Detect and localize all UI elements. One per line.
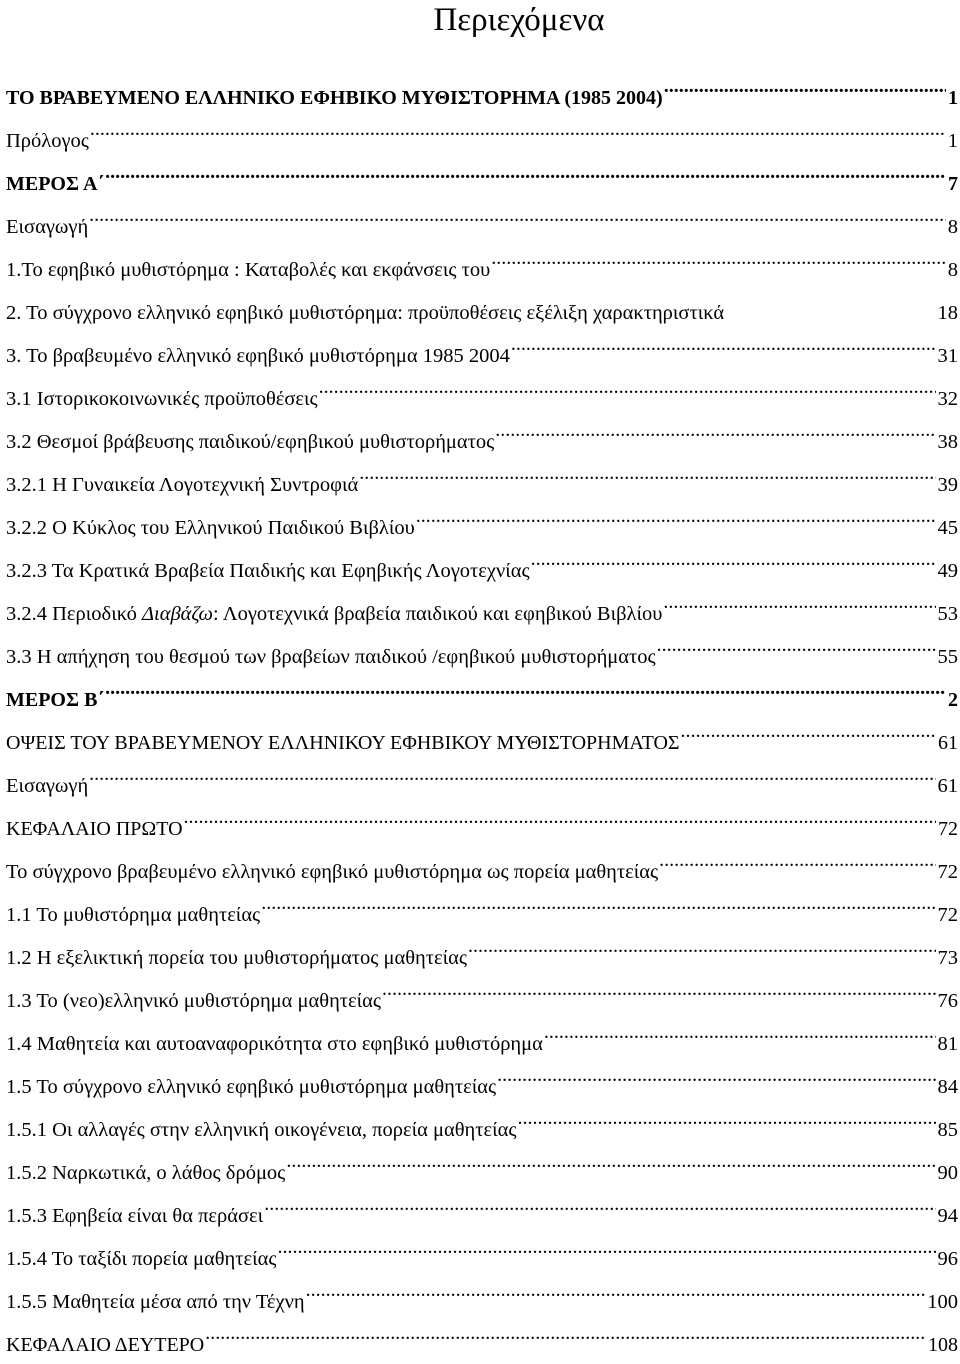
dot-leader <box>261 891 935 921</box>
toc-entry-page-number: 1 <box>947 130 958 152</box>
toc-entry-title: Το σύγχρονο βραβευμένο ελληνικό εφηβικό μυθιστόρημα ως πορεία μαθητείας <box>6 861 659 883</box>
dot-leader <box>105 676 946 706</box>
toc-entry-page-number: 85 <box>937 1119 958 1141</box>
toc-entry-title: 1.5.3 Εφηβεία είναι θα περάσει <box>6 1205 264 1227</box>
toc-entry-page-number: 73 <box>937 947 958 969</box>
toc-entry[interactable] <box>6 762 958 805</box>
toc-entry[interactable] <box>6 633 958 676</box>
toc-entry[interactable] <box>6 246 958 289</box>
dot-leader <box>495 418 935 448</box>
toc-entry-title: ΟΨΕΙΣ ΤΟΥ ΒΡΑΒΕΥΜΕΝΟΥ ΕΛΛΗΝΙΚΟΥ ΕΦΗΒΙΚΟΥ ΜΥΘΙΣΤΟΡΗΜΑΤΟΣ <box>6 732 680 754</box>
toc-entry-title: 2. Το σύγχρονο ελληνικό εφηβικό μυθιστόρημα: προϋποθέσεις εξέλιξη χαρακτηριστικά <box>6 302 725 324</box>
table-of-contents <box>6 74 958 1364</box>
dot-leader <box>416 504 936 534</box>
toc-entry[interactable] <box>6 1278 958 1321</box>
toc-entry-page-number: 72 <box>937 861 958 883</box>
toc-entry[interactable] <box>6 332 958 375</box>
toc-entry[interactable] <box>6 375 958 418</box>
toc-entry-title: 1.5.5 Μαθητεία μέσα από την Τέχνη <box>6 1291 305 1313</box>
toc-entry-title: 3.2 Θεσμοί βράβευσης παιδικού/εφηβικού μυθιστορήματος <box>6 431 495 453</box>
dot-leader <box>491 246 945 276</box>
toc-entry-page-number: 2 <box>948 689 958 711</box>
toc-entry-title: 1.3 Το (νεο)ελληνικό μυθιστόρημα μαθητείας <box>6 990 382 1012</box>
dot-leader <box>544 1020 936 1050</box>
dot-leader <box>205 1321 926 1351</box>
toc-entry-title: ΜΕΡΟΣ Β΄ <box>6 689 105 711</box>
toc-entry-title: ΤΟ ΒΡΑΒΕΥΜΕΝΟ ΕΛΛΗΝΙΚΟ ΕΦΗΒΙΚΟ ΜΥΘΙΣΤΟΡΗΜΑ (1985 2004) <box>6 87 663 109</box>
toc-entry-title: 1.1 Το μυθιστόρημα μαθητείας <box>6 904 261 926</box>
toc-entry-page-number: 45 <box>937 517 958 539</box>
page-title: Περιεχόμενα <box>433 2 605 38</box>
dot-leader <box>382 977 935 1007</box>
toc-entry-page-number: 55 <box>937 646 958 668</box>
toc-entry-title-italic: Διαβάζω <box>141 603 214 625</box>
toc-entry-page-number: 31 <box>937 345 958 367</box>
toc-entry-page-number: 96 <box>937 1248 958 1270</box>
toc-entry-page-number: 8 <box>947 216 958 238</box>
toc-entry-page-number: 7 <box>948 173 958 195</box>
dot-leader <box>497 1063 935 1093</box>
toc-entry[interactable] <box>6 160 958 203</box>
dot-leader <box>659 848 935 878</box>
toc-entry-title: 1.Το εφηβικό μυθιστόρημα : Καταβολές και εκφάνσεις του <box>6 259 491 281</box>
toc-entry[interactable] <box>6 547 958 590</box>
dot-leader <box>286 1149 935 1179</box>
toc-entry[interactable] <box>6 203 958 246</box>
toc-entry[interactable] <box>6 289 958 332</box>
toc-entry[interactable] <box>6 891 958 934</box>
toc-entry-title: Πρόλογος <box>6 130 89 152</box>
toc-entry[interactable] <box>6 719 958 762</box>
toc-entry-title <box>6 599 662 629</box>
toc-entry-page-number: 76 <box>937 990 958 1012</box>
toc-entry-page-number: 100 <box>927 1291 958 1313</box>
toc-entry-page-number: 84 <box>937 1076 958 1098</box>
toc-entry-page-number: 108 <box>928 1334 958 1356</box>
toc-entry-title: ΚΕΦΑΛΑΙΟ ΠΡΩΤΟ <box>6 818 183 840</box>
toc-entry-title: 1.5.4 Το ταξίδι πορεία μαθητείας <box>6 1248 277 1270</box>
toc-entry[interactable] <box>6 418 958 461</box>
toc-entry-page-number: 18 <box>937 302 958 324</box>
toc-entry-page-number: 39 <box>937 474 958 496</box>
toc-entry-title-part: : Λογοτεχνικά βραβεία παιδικού και εφηβικού Βιβλίου <box>213 603 663 625</box>
toc-entry[interactable] <box>6 1235 958 1278</box>
toc-entry-page-number: 1 <box>948 87 958 109</box>
dot-leader <box>531 547 936 577</box>
toc-entry[interactable] <box>6 74 958 117</box>
dot-leader <box>657 633 936 663</box>
dot-leader <box>359 461 935 491</box>
toc-entry-title: ΚΕΦΑΛΑΙΟ ΔΕΥΤΕΡΟ <box>6 1334 205 1356</box>
toc-entry-title-part: 3.2.4 Περιοδικό <box>6 603 142 625</box>
toc-entry-page-number: 94 <box>937 1205 958 1227</box>
toc-entry-title: 3.2.1 Η Γυναικεία Λογοτεχνική Συντροφιά <box>6 474 359 496</box>
toc-entry[interactable] <box>6 1106 958 1149</box>
toc-entry-title: Εισαγωγή <box>6 216 89 238</box>
dot-leader <box>264 1192 935 1222</box>
dot-leader <box>306 1278 926 1308</box>
dot-leader <box>468 934 936 964</box>
toc-entry[interactable] <box>6 977 958 1020</box>
toc-entry-page-number: 32 <box>937 388 958 410</box>
dot-leader <box>89 203 946 233</box>
dot-leader <box>90 117 946 147</box>
dot-leader <box>89 762 935 792</box>
toc-entry-title: 3.2.3 Τα Κρατικά Βραβεία Παιδικής και Εφηβικής Λογοτεχνίας <box>6 560 530 582</box>
toc-entry-page-number: 49 <box>937 560 958 582</box>
toc-entry-title: 1.5.1 Οι αλλαγές στην ελληνική οικογένεια, πορεία μαθητείας <box>6 1119 517 1141</box>
dot-leader <box>664 74 946 104</box>
toc-entry-page-number: 72 <box>938 818 958 840</box>
toc-entry-title: ΜΕΡΟΣ Α΄ <box>6 173 105 195</box>
toc-entry-title: 1.5 Το σύγχρονο ελληνικό εφηβικό μυθιστόρημα μαθητείας <box>6 1076 497 1098</box>
toc-entry-title: 3.2.2 Ο Κύκλος του Ελληνικού Παιδικού Βιβλίου <box>6 517 415 539</box>
dot-leader <box>518 1106 936 1136</box>
toc-entry-page-number: 53 <box>937 603 958 625</box>
toc-entry-page-number: 61 <box>937 775 958 797</box>
toc-entry[interactable] <box>6 590 958 633</box>
toc-entry[interactable] <box>6 1063 958 1106</box>
dot-leader <box>277 1235 935 1265</box>
toc-entry-title: 1.5.2 Ναρκωτικά, ο λάθος δρόμος <box>6 1162 286 1184</box>
toc-entry-title: 1.2 Η εξελικτική πορεία του μυθιστορήματος μαθητείας <box>6 947 467 969</box>
toc-entry-page-number: 90 <box>937 1162 958 1184</box>
toc-entry[interactable] <box>6 461 958 504</box>
toc-entry[interactable] <box>6 848 958 891</box>
dot-leader <box>319 375 936 405</box>
toc-entry[interactable] <box>6 1192 958 1235</box>
toc-entry-title: 3.1 Ιστορικοκοινωνικές προϋποθέσεις <box>6 388 318 410</box>
dot-leader <box>681 719 936 749</box>
dot-leader <box>184 805 936 835</box>
toc-entry-title: 3.3 Η απήχηση του θεσμού των βραβείων παιδικού /εφηβικού μυθιστορήματος <box>6 646 656 668</box>
toc-entry-title: 1.4 Μαθητεία και αυτοαναφορικότητα στο εφηβικό μυθιστόρημα <box>6 1033 543 1055</box>
dot-leader <box>511 332 936 362</box>
toc-entry[interactable] <box>6 805 958 848</box>
toc-entry-page-number: 38 <box>937 431 958 453</box>
toc-entry[interactable] <box>6 676 958 719</box>
toc-entry[interactable] <box>6 1020 958 1063</box>
toc-entry-title: Εισαγωγή <box>6 775 89 797</box>
toc-entry-page-number: 72 <box>937 904 958 926</box>
dot-leader <box>663 590 935 620</box>
toc-entry[interactable] <box>6 1321 958 1364</box>
toc-entry[interactable] <box>6 504 958 547</box>
dot-leader <box>105 160 946 190</box>
toc-entry-page-number: 81 <box>937 1033 958 1055</box>
toc-entry-page-number: 8 <box>947 259 958 281</box>
toc-entry-page-number: 61 <box>938 732 958 754</box>
toc-entry-title: 3. Το βραβευμένο ελληνικό εφηβικό μυθιστόρημα 1985 2004 <box>6 345 510 367</box>
toc-entry[interactable] <box>6 117 958 160</box>
toc-entry[interactable] <box>6 934 958 977</box>
toc-entry[interactable] <box>6 1149 958 1192</box>
